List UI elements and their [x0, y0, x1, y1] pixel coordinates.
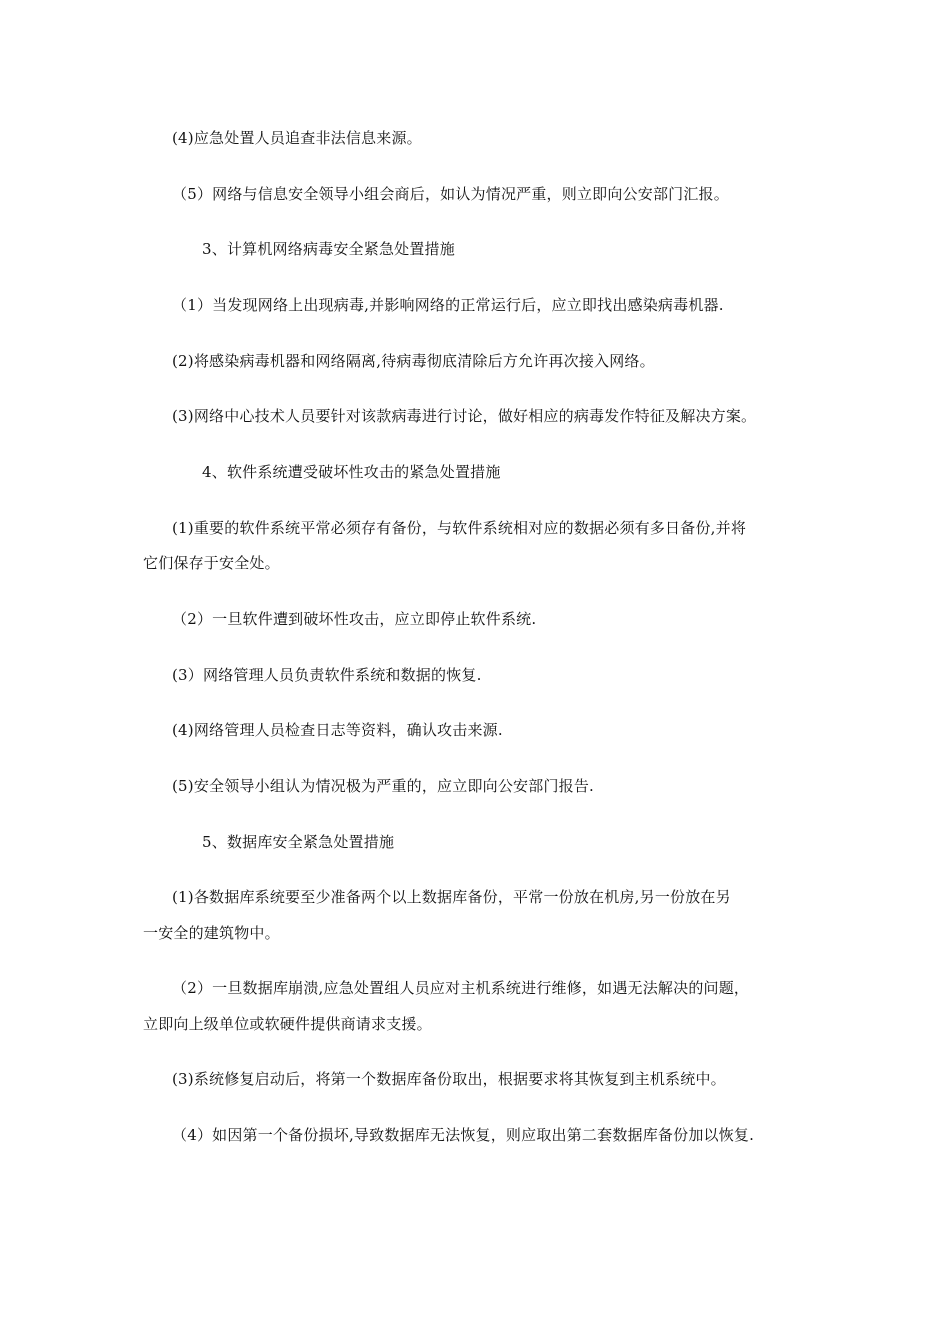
paragraph-line: (2)将感染病毒机器和网络隔离,待病毒彻底清除后方允许再次接入网络。 — [172, 352, 655, 370]
paragraph-line: (4)网络管理人员检查日志等资料，确认攻击来源. — [172, 721, 503, 739]
section-heading: 3、计算机网络病毒安全紧急处置措施 — [202, 240, 455, 258]
paragraph-line: (3）网络管理人员负责软件系统和数据的恢复. — [172, 666, 482, 684]
paragraph-line: （5）网络与信息安全领导小组会商后，如认为情况严重，则立即向公安部门汇报。 — [172, 185, 729, 203]
section-heading: 5、数据库安全紧急处置措施 — [202, 833, 395, 851]
paragraph-line: 立即向上级单位或软硬件提供商请求支援。 — [143, 1015, 432, 1033]
paragraph-line: (3)网络中心技术人员要针对该款病毒进行讨论，做好相应的病毒发作特征及解决方案。 — [172, 407, 757, 425]
paragraph-line: （2）一旦软件遭到破坏性攻击，应立即停止软件系统. — [172, 610, 537, 628]
paragraph-line: （2）一旦数据库崩溃,应急处置组人员应对主机系统进行维修，如遇无法解决的问题， — [172, 979, 750, 997]
paragraph-line: (1)重要的软件系统平常必须存有备份，与软件系统相对应的数据必须有多日备份,并将 — [172, 519, 747, 537]
paragraph-line: (5)安全领导小组认为情况极为严重的，应立即向公安部门报告. — [172, 777, 595, 795]
paragraph-line: 它们保存于安全处。 — [143, 554, 280, 572]
section-heading: 4、软件系统遭受破坏性攻击的紧急处置措施 — [202, 463, 501, 481]
paragraph-line: (4)应急处置人员追查非法信息来源。 — [172, 129, 422, 147]
paragraph-line: 一安全的建筑物中。 — [143, 924, 280, 942]
paragraph-line: （4）如因第一个备份损坏,导致数据库无法恢复，则应取出第二套数据库备份加以恢复. — [172, 1126, 755, 1144]
paragraph-line: （1）当发现网络上出现病毒,并影响网络的正常运行后，应立即找出感染病毒机器. — [172, 296, 724, 314]
paragraph-line: (1)各数据库系统要至少准备两个以上数据库备份，平常一份放在机房,另一份放在另 — [172, 888, 731, 906]
paragraph-line: (3)系统修复启动后，将第一个数据库备份取出，根据要求将其恢复到主机系统中。 — [172, 1070, 726, 1088]
